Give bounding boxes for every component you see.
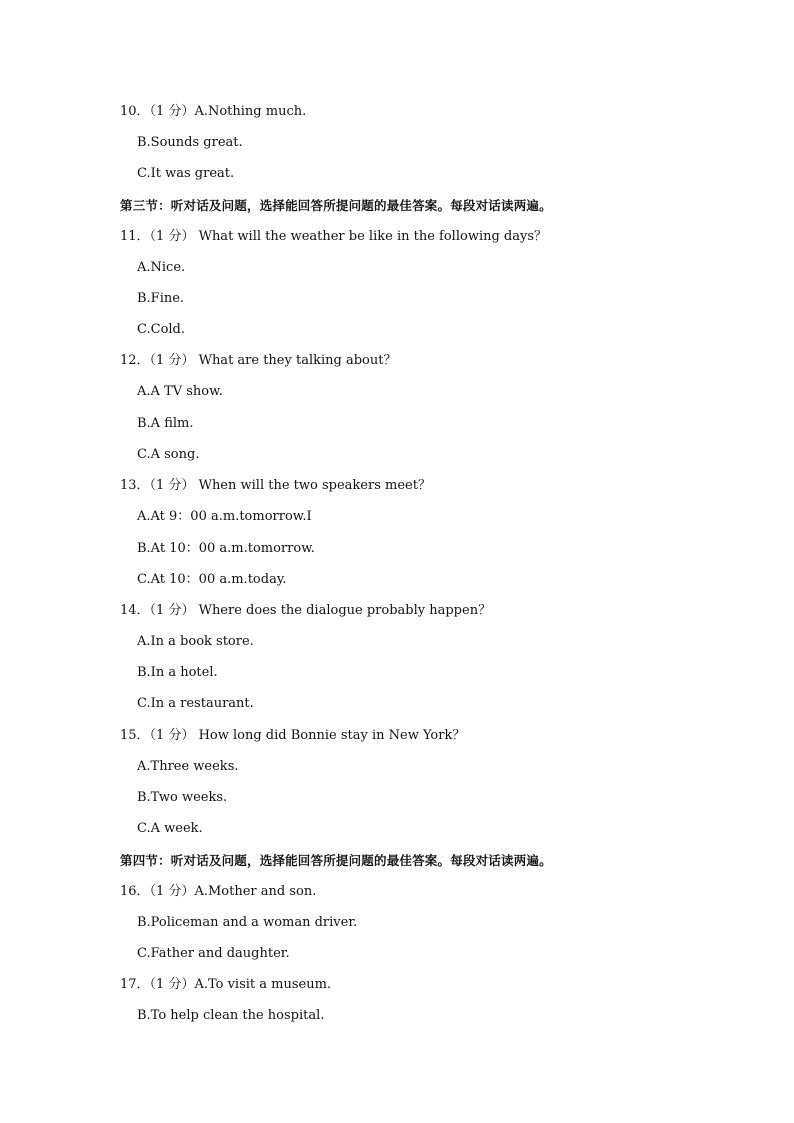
question-15: 15．（1 分） How long did Bonnie stay in New York？ — [120, 728, 466, 743]
option-13-b: B.At 10：00 a.m.tomorrow. — [137, 541, 315, 556]
option-15-a: A.Three weeks. — [137, 759, 239, 774]
option-12-b: B.A film. — [137, 416, 194, 431]
option-11-a: A.Nice. — [137, 260, 186, 275]
option-16-c: C.Father and daughter. — [137, 946, 290, 961]
option-17-b: B.To help clean the hospital. — [137, 1008, 325, 1023]
question-16: 16．（1 分）A.Mother and son. — [120, 884, 317, 899]
option-13-a: A.At 9：00 a.m.tomorrow.I — [137, 509, 312, 524]
option-11-b: B.Fine. — [137, 291, 185, 306]
option-15-b: B.Two weeks. — [137, 790, 228, 805]
section-4-heading: 第四节：听对话及问题，选择能回答所提问题的最佳答案。每段对话读两遍。 — [120, 853, 552, 868]
option-14-b: B.In a hotel. — [137, 665, 218, 680]
question-11: 11．（1 分） What will the weather be like in the following days？ — [120, 229, 548, 244]
option-12-a: A.A TV show. — [137, 384, 223, 399]
option-13-c: C.At 10：00 a.m.today. — [137, 572, 287, 587]
option-15-c: C.A week. — [137, 821, 203, 836]
question-12: 12．（1 分） What are they talking about？ — [120, 353, 397, 368]
option-11-c: C.Cold. — [137, 322, 186, 337]
option-12-c: C.A song. — [137, 447, 200, 462]
option-14-a: A.In a book store. — [137, 634, 254, 649]
option-16-b: B.Policeman and a woman driver. — [137, 915, 358, 930]
option-10-c: C.It was great. — [137, 166, 235, 181]
question-14: 14．（1 分） Where does the dialogue probably happen？ — [120, 603, 492, 618]
question-10: 10．（1 分）A.Nothing much. — [120, 104, 307, 119]
option-14-c: C.In a restaurant. — [137, 696, 254, 711]
section-3-heading: 第三节：听对话及问题，选择能回答所提问题的最佳答案。每段对话读两遍。 — [120, 198, 552, 213]
question-13: 13．（1 分） When will the two speakers meet？ — [120, 478, 431, 493]
question-17: 17．（1 分）A.To visit a museum. — [120, 977, 332, 992]
option-10-b: B.Sounds great. — [137, 135, 243, 150]
